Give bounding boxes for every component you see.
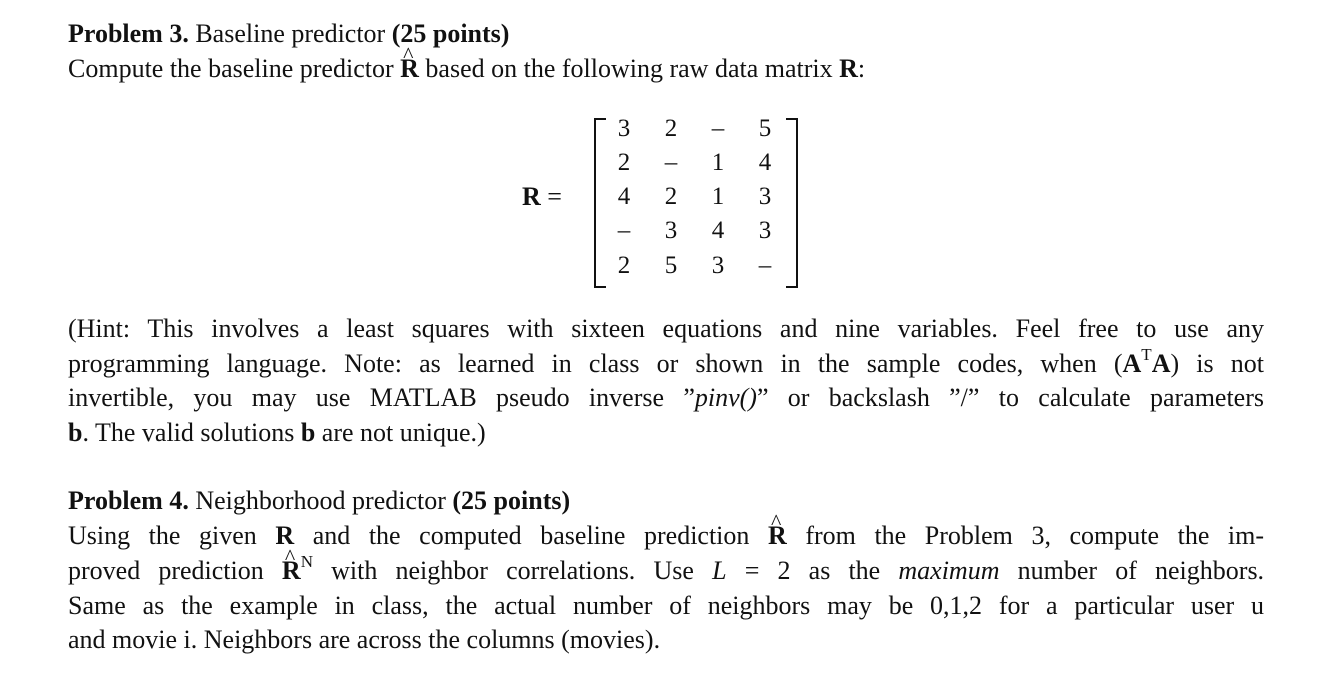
problem4-line-1: [68, 519, 1264, 553]
matrix-cell: 1: [711, 183, 725, 210]
matrix-cell: 4: [758, 149, 772, 176]
problem4-line-4: and movie i. Neighbors are across the columns (movies).: [68, 625, 661, 654]
body-text: from the Problem 3, compute the im-: [805, 521, 1265, 550]
matrix-cell: 3: [617, 115, 631, 142]
r-symbol: R: [839, 54, 858, 83]
matrix-cell: 3: [664, 217, 678, 244]
body-text: Using the given: [68, 521, 257, 550]
vector-b-symbol: b: [300, 418, 316, 447]
hint-line-3: [68, 381, 1264, 415]
hint-text: ” or backslash ”/” to calculate parameters: [756, 383, 1264, 412]
hint-text: . The valid solutions: [82, 418, 295, 447]
vector-b-symbol: b: [68, 418, 83, 447]
intro-text-mid: based on the following raw data matrix: [425, 54, 833, 83]
pinv-function: pinv(): [694, 383, 757, 412]
matrix-cell: 4: [617, 183, 631, 210]
intro-text: Compute the baseline predictor: [68, 54, 394, 83]
matrix-cell: –: [664, 149, 678, 176]
matrix-cell: 5: [758, 115, 772, 142]
matrix-cell: –: [617, 217, 631, 244]
matrix-cell: –: [711, 115, 725, 142]
problem4-number: Problem 4.: [68, 486, 189, 515]
body-text: number of neighbors.: [1017, 556, 1265, 585]
transpose-superscript: T: [1141, 345, 1152, 364]
body-text: and the computed baseline prediction: [312, 521, 750, 550]
problem4-heading: [68, 484, 570, 518]
n-superscript: N: [300, 552, 313, 571]
problem3-intro: [68, 52, 865, 86]
body-text: = 2 as the: [744, 556, 881, 585]
matrix-a-symbol: A: [1122, 349, 1142, 378]
problem3-points: (25 points): [391, 19, 510, 48]
problem3-number: Problem 3.: [68, 19, 189, 48]
hint-text: invertible, you may use MATLAB pseudo inverse ”: [68, 383, 695, 412]
matrix-right-bracket: [786, 118, 798, 288]
matrix-cell: 3: [711, 252, 725, 279]
matrix-cell: 5: [664, 252, 678, 279]
matrix-cell: 2: [617, 252, 631, 279]
problem4-line-2: [68, 554, 1264, 588]
problem4-line-3: Same as the example in class, the actual number of neighbors may be 0,1,2 for a particular user u: [68, 591, 1264, 620]
matrix-left-bracket: [594, 118, 606, 288]
hint-line-2: [68, 347, 1264, 381]
matrix-cell: 3: [758, 183, 772, 210]
r-symbol: R: [275, 521, 295, 550]
hint-text: are not unique.): [321, 418, 486, 447]
matrix-cell: 3: [758, 217, 772, 244]
hint-line-4: [68, 416, 486, 450]
intro-colon: :: [857, 54, 866, 83]
matrix-label: [522, 180, 562, 214]
maximum-emphasis: maximum: [898, 556, 1000, 585]
hint-text: programming language. Note: as learned in class or shown in the sample codes, when (: [68, 349, 1123, 378]
equals-sign: =: [547, 182, 562, 211]
matrix-a-symbol: A: [1151, 349, 1171, 378]
l-variable: L: [712, 556, 727, 585]
matrix-r-symbol: R: [522, 182, 541, 211]
r-hat-symbol: ^ R: [400, 52, 419, 86]
problem3-heading: [68, 17, 509, 51]
matrix-cell: 1: [711, 149, 725, 176]
body-text: with neighbor correlations. Use: [331, 556, 694, 585]
matrix-cell: 2: [664, 115, 678, 142]
hint-line-1: (Hint: This involves a least squares with sixteen equations and nine variables. Feel free to use any: [68, 314, 1264, 343]
problem4-points: (25 points): [452, 486, 571, 515]
matrix-cell: 2: [617, 149, 631, 176]
matrix-cell: 2: [664, 183, 678, 210]
problem4-title: Neighborhood predictor: [195, 486, 446, 515]
r-hat-symbol: ^ R: [768, 519, 787, 553]
body-text: proved prediction: [68, 556, 264, 585]
r-hat-symbol: ^ R: [282, 554, 301, 588]
problem3-title: Baseline predictor: [195, 19, 386, 48]
matrix-cell: 4: [711, 217, 725, 244]
hint-text: ) is not: [1170, 349, 1264, 378]
matrix-cell: –: [758, 252, 772, 279]
